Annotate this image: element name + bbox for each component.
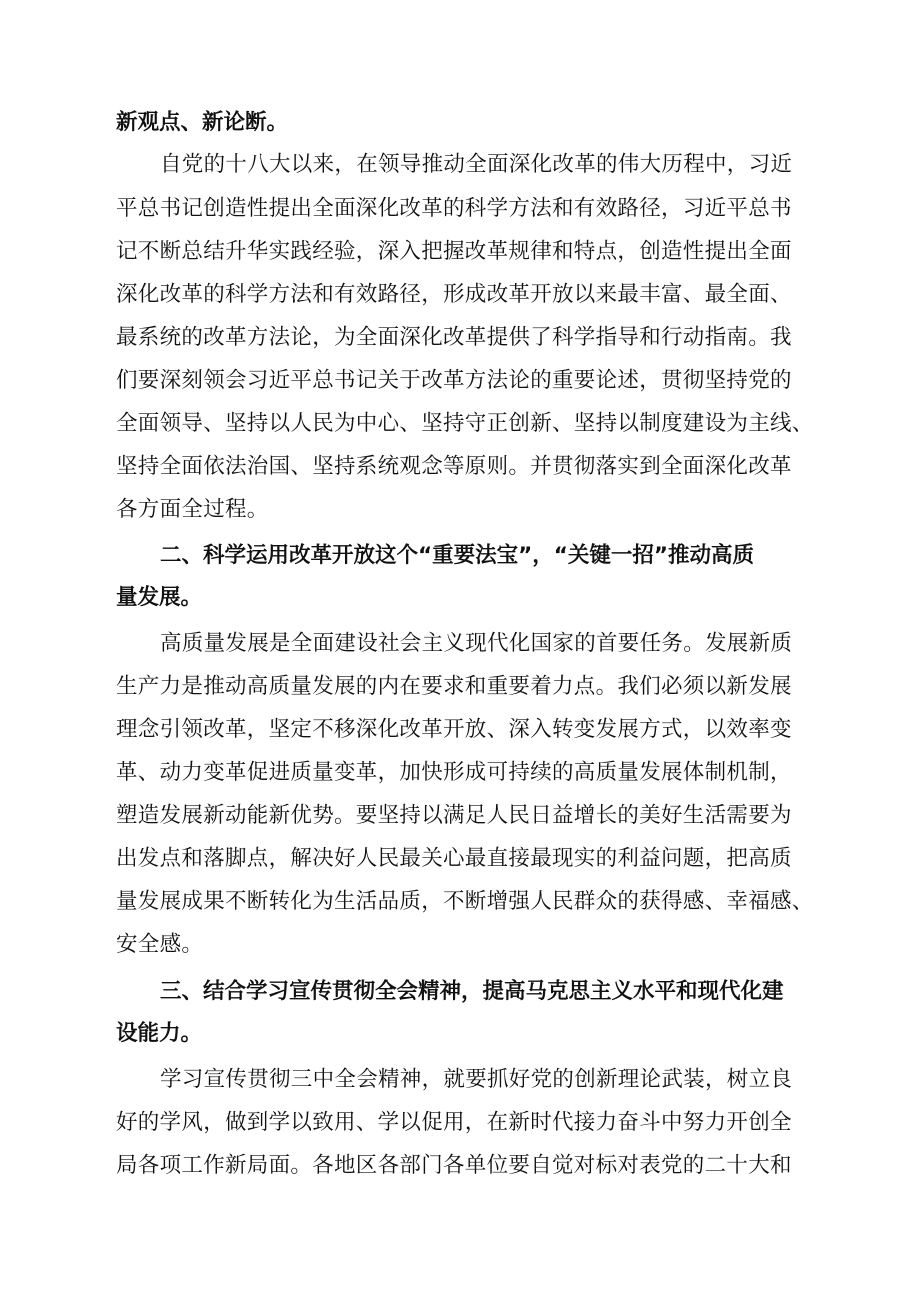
- paragraph-line: 高质量发展是全面建设社会主义现代化国家的首要任务。发展新质: [160, 631, 793, 656]
- paragraph-line: 革、动力变革促进质量变革，加快形成可持续的高质量发展体制机制，: [116, 760, 792, 785]
- paragraph-line: 全面领导、坚持以人民为中心、坚持守正创新、坚持以制度建设为主线、: [116, 411, 814, 436]
- section-heading-line: 量发展。: [116, 585, 203, 610]
- paragraph-line: 出发点和落脚点，解决好人民最关心最直接最现实的利益问题，把高质: [116, 846, 792, 871]
- paragraph-line: 深化改革的科学方法和有效路径，形成改革开放以来最丰富、最全面、: [116, 282, 792, 307]
- section-heading-line: 设能力。: [116, 1021, 203, 1046]
- section-heading-line: 二、科学运用改革开放这个“重要法宝”，“关键一招”推动高质: [160, 543, 755, 568]
- paragraph-line: 自党的十八大以来，在领导推动全面深化改革的伟大历程中，习近: [160, 152, 793, 177]
- paragraph-line: 记不断总结升华实践经验，深入把握改革规律和特点，创造性提出全面: [116, 239, 792, 264]
- section-heading-line: 三、结合学习宣传贯彻全会精神，提高马克思主义水平和现代化建: [160, 979, 784, 1004]
- paragraph-line: 最系统的改革方法论，为全面深化改革提供了科学指导和行动指南。我: [116, 325, 792, 350]
- paragraph-line: 安全感。: [116, 932, 204, 957]
- paragraph-line: 们要深刻领会习近平总书记关于改革方法论的重要论述，贯彻坚持党的: [116, 368, 792, 393]
- paragraph-line: 坚持全面依法治国、坚持系统观念等原则。并贯彻落实到全面深化改革: [116, 454, 792, 479]
- paragraph-line: 理念引领改革，坚定不移深化改革开放、深入转变发展方式，以效率变: [116, 717, 792, 742]
- paragraph-line: 平总书记创造性提出全面深化改革的科学方法和有效路径，习近平总书: [116, 196, 792, 221]
- paragraph-line: 塑造发展新动能新优势。要坚持以满足人民日益增长的美好生活需要为: [116, 803, 792, 828]
- paragraph-line: 局各项工作新局面。各地区各部门各单位要自觉对标对表党的二十大和: [116, 1153, 792, 1178]
- paragraph-line: 学习宣传贯彻三中全会精神，就要抓好党的创新理论武装，树立良: [160, 1067, 793, 1092]
- paragraph-line: 好的学风，做到学以致用、学以促用，在新时代接力奋斗中努力开创全: [116, 1110, 792, 1135]
- section-heading-line: 新观点、新论断。: [116, 110, 289, 135]
- paragraph-line: 各方面全过程。: [116, 497, 269, 522]
- paragraph-line: 生产力是推动高质量发展的内在要求和重要着力点。我们必须以新发展: [116, 674, 792, 699]
- paragraph-line: 量发展成果不断转化为生活品质，不断增强人民群众的获得感、幸福感、: [116, 889, 814, 914]
